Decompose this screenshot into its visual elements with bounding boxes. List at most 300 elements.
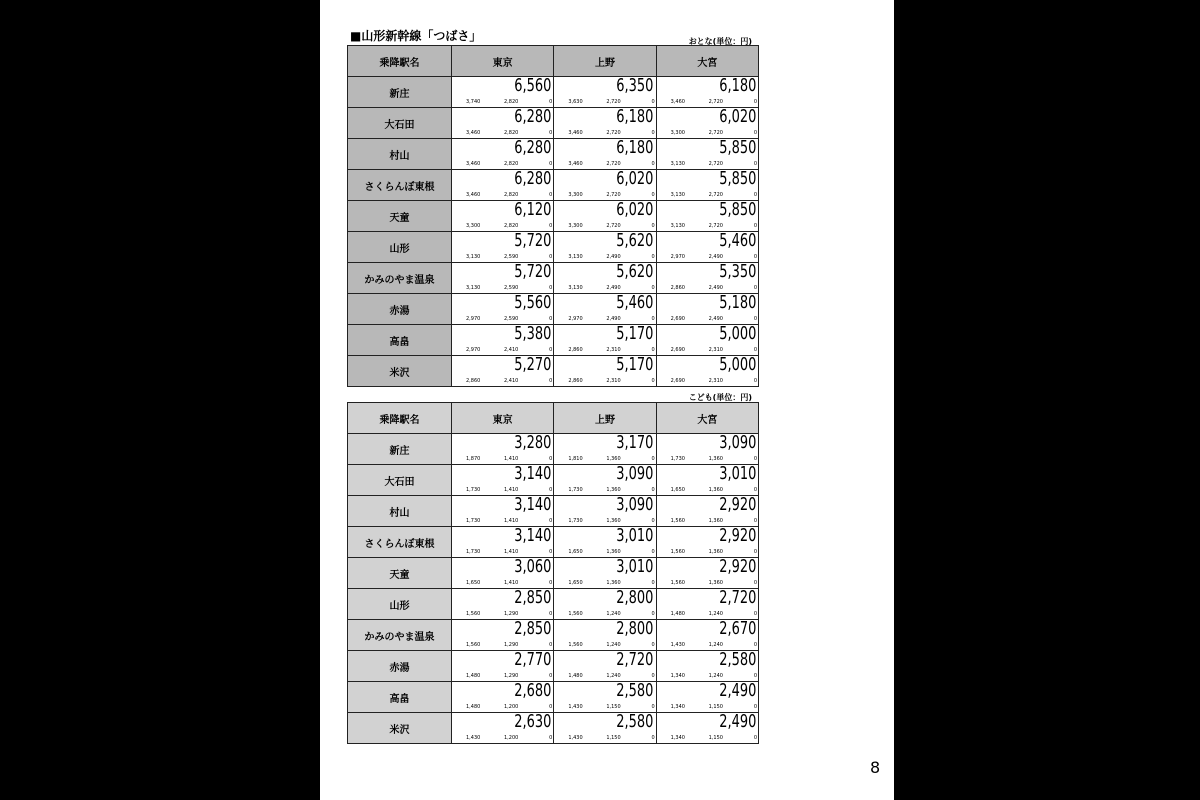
fare-component: 3,130 xyxy=(670,161,685,167)
fare-component: 0 xyxy=(549,673,553,679)
fare-breakdown xyxy=(558,99,654,106)
fare-breakdown xyxy=(558,580,654,587)
fare-cell xyxy=(554,651,656,682)
fare-component: 0 xyxy=(651,347,655,353)
fare-breakdown xyxy=(456,704,552,711)
fare-component: 2,820 xyxy=(504,99,519,105)
fare-component: 1,410 xyxy=(504,580,519,586)
station-name: さくらんぼ東根 xyxy=(348,170,452,201)
station-name: 新庄 xyxy=(348,77,452,108)
fare-cell xyxy=(452,434,554,465)
fare-breakdown xyxy=(661,735,757,742)
fare-cell xyxy=(554,356,656,387)
fare-component: 1,480 xyxy=(670,611,685,617)
fare-component: 3,300 xyxy=(670,130,685,136)
fare-component: 0 xyxy=(651,642,655,648)
fare-total: 3,090 xyxy=(718,432,756,453)
table-row xyxy=(348,232,759,263)
station-name: 新庄 xyxy=(348,434,452,465)
fare-component: 0 xyxy=(753,704,757,710)
fare-component: 2,820 xyxy=(504,223,519,229)
fare-component: 1,360 xyxy=(708,456,723,462)
fare-component: 1,240 xyxy=(708,642,723,648)
fare-component: 0 xyxy=(651,285,655,291)
fare-total: 5,620 xyxy=(616,261,654,282)
fare-component: 0 xyxy=(549,316,553,322)
table-row xyxy=(348,108,759,139)
fare-component: 1,870 xyxy=(466,456,481,462)
fare-component: 0 xyxy=(549,456,553,462)
fare-component: 0 xyxy=(549,378,553,384)
station-name: 高畠 xyxy=(348,325,452,356)
fare-cell xyxy=(656,589,758,620)
fare-breakdown xyxy=(661,347,757,354)
table-row xyxy=(348,496,759,527)
fare-component: 0 xyxy=(549,549,553,555)
fare-component: 1,340 xyxy=(670,735,685,741)
fare-component: 1,200 xyxy=(504,704,519,710)
fare-total: 5,270 xyxy=(514,354,552,375)
fare-component: 3,460 xyxy=(568,161,583,167)
fare-component: 1,430 xyxy=(568,704,583,710)
fare-component: 1,650 xyxy=(466,580,481,586)
fare-component: 1,340 xyxy=(670,704,685,710)
fare-breakdown xyxy=(558,487,654,494)
fare-cell xyxy=(656,465,758,496)
fare-component: 1,560 xyxy=(568,611,583,617)
fare-component: 2,310 xyxy=(708,347,723,353)
fare-total: 6,180 xyxy=(718,75,756,96)
fare-cell xyxy=(656,294,758,325)
fare-component: 2,720 xyxy=(606,99,621,105)
fare-total: 6,280 xyxy=(514,168,552,189)
fare-total: 5,170 xyxy=(616,354,654,375)
fare-breakdown xyxy=(456,673,552,680)
child-unit-label: こども(単位：円) xyxy=(688,393,752,402)
fare-total: 2,920 xyxy=(718,556,756,577)
fare-component: 1,480 xyxy=(466,673,481,679)
fare-component: 0 xyxy=(549,99,553,105)
fare-component: 2,820 xyxy=(504,192,519,198)
fare-component: 2,590 xyxy=(504,316,519,322)
fare-breakdown xyxy=(661,161,757,168)
fare-total: 2,920 xyxy=(718,525,756,546)
fare-component: 1,360 xyxy=(708,549,723,555)
fare-component: 1,240 xyxy=(606,611,621,617)
fare-total: 6,120 xyxy=(514,199,552,220)
fare-total: 3,170 xyxy=(616,432,654,453)
fare-component: 1,360 xyxy=(606,487,621,493)
fare-component: 3,130 xyxy=(568,285,583,291)
fare-cell xyxy=(554,527,656,558)
header-ueno: 上野 xyxy=(554,46,656,77)
fare-cell xyxy=(554,496,656,527)
fare-component: 1,730 xyxy=(466,549,481,555)
fare-cell xyxy=(656,325,758,356)
fare-cell xyxy=(656,108,758,139)
fare-component: 2,820 xyxy=(504,161,519,167)
fare-total: 6,020 xyxy=(616,199,654,220)
fare-component: 1,150 xyxy=(708,735,723,741)
fare-component: 2,860 xyxy=(568,378,583,384)
fare-component: 1,360 xyxy=(606,518,621,524)
fare-cell xyxy=(656,620,758,651)
fare-component: 0 xyxy=(753,611,757,617)
fare-component: 0 xyxy=(753,549,757,555)
fare-total: 5,850 xyxy=(718,137,756,158)
station-name: 米沢 xyxy=(348,713,452,744)
fare-component: 1,730 xyxy=(568,518,583,524)
fare-total: 2,630 xyxy=(514,711,552,732)
fare-component: 0 xyxy=(549,735,553,741)
fare-breakdown xyxy=(661,642,757,649)
fare-component: 2,720 xyxy=(606,192,621,198)
fare-component: 1,150 xyxy=(708,704,723,710)
table-row xyxy=(348,201,759,232)
header-station: 乗降駅名 xyxy=(348,403,452,434)
fare-breakdown xyxy=(456,580,552,587)
fare-breakdown xyxy=(558,704,654,711)
fare-component: 1,430 xyxy=(568,735,583,741)
station-name: かみのやま温泉 xyxy=(348,620,452,651)
fare-component: 1,730 xyxy=(466,487,481,493)
fare-cell xyxy=(452,682,554,713)
fare-component: 0 xyxy=(753,223,757,229)
fare-component: 1,730 xyxy=(568,487,583,493)
fare-cell xyxy=(554,77,656,108)
fare-total: 5,620 xyxy=(616,230,654,251)
table-row xyxy=(348,713,759,744)
fare-breakdown xyxy=(558,611,654,618)
table-header-row xyxy=(348,46,759,77)
fare-breakdown xyxy=(661,704,757,711)
fare-component: 1,560 xyxy=(466,611,481,617)
fare-breakdown xyxy=(558,192,654,199)
station-name: 赤湯 xyxy=(348,294,452,325)
fare-component: 1,290 xyxy=(504,642,519,648)
fare-component: 3,300 xyxy=(466,223,481,229)
fare-component: 0 xyxy=(651,130,655,136)
station-name: 高畠 xyxy=(348,682,452,713)
fare-total: 3,010 xyxy=(616,525,654,546)
fare-component: 0 xyxy=(549,611,553,617)
fare-cell xyxy=(656,496,758,527)
table-row xyxy=(348,620,759,651)
table-row xyxy=(348,77,759,108)
fare-breakdown xyxy=(558,549,654,556)
fare-component: 2,720 xyxy=(606,161,621,167)
fare-cell xyxy=(554,263,656,294)
fare-breakdown xyxy=(456,161,552,168)
fare-breakdown xyxy=(661,378,757,385)
fare-cell xyxy=(554,589,656,620)
fare-cell xyxy=(554,294,656,325)
fare-total: 2,720 xyxy=(616,649,654,670)
fare-total: 3,010 xyxy=(718,463,756,484)
fare-component: 3,130 xyxy=(670,192,685,198)
fare-component: 0 xyxy=(549,223,553,229)
fare-component: 1,410 xyxy=(504,549,519,555)
fare-component: 0 xyxy=(549,161,553,167)
table-header-row xyxy=(348,403,759,434)
fare-component: 2,860 xyxy=(466,378,481,384)
fare-total: 5,000 xyxy=(718,354,756,375)
header-tokyo: 東京 xyxy=(452,46,554,77)
fare-component: 1,480 xyxy=(568,673,583,679)
fare-total: 2,490 xyxy=(718,711,756,732)
fare-component: 1,240 xyxy=(606,642,621,648)
fare-cell xyxy=(554,108,656,139)
fare-breakdown xyxy=(456,192,552,199)
fare-breakdown xyxy=(661,518,757,525)
fare-component: 3,460 xyxy=(466,161,481,167)
fare-total: 3,140 xyxy=(514,525,552,546)
fare-component: 1,290 xyxy=(504,673,519,679)
station-name: 村山 xyxy=(348,139,452,170)
fare-component: 1,150 xyxy=(606,704,621,710)
fare-component: 1,650 xyxy=(670,487,685,493)
fare-cell xyxy=(656,527,758,558)
fare-component: 1,240 xyxy=(606,673,621,679)
fare-component: 2,690 xyxy=(670,347,685,353)
station-name: 山形 xyxy=(348,232,452,263)
fare-total: 2,850 xyxy=(514,587,552,608)
fare-breakdown xyxy=(456,254,552,261)
fare-cell xyxy=(554,620,656,651)
table-row xyxy=(348,465,759,496)
station-name: 村山 xyxy=(348,496,452,527)
fare-cell xyxy=(656,434,758,465)
fare-breakdown xyxy=(456,549,552,556)
fare-cell xyxy=(656,682,758,713)
fare-component: 0 xyxy=(549,254,553,260)
fare-total: 3,090 xyxy=(616,494,654,515)
fare-total: 5,460 xyxy=(718,230,756,251)
header-tokyo: 東京 xyxy=(452,403,554,434)
fare-breakdown xyxy=(456,316,552,323)
fare-cell xyxy=(656,139,758,170)
fare-component: 0 xyxy=(549,518,553,524)
fare-component: 0 xyxy=(651,518,655,524)
fare-breakdown xyxy=(456,378,552,385)
document-page xyxy=(320,0,894,800)
fare-component: 1,410 xyxy=(504,518,519,524)
fare-component: 2,860 xyxy=(670,285,685,291)
fare-total: 3,060 xyxy=(514,556,552,577)
child-fare-rows xyxy=(348,434,759,744)
fare-total: 2,920 xyxy=(718,494,756,515)
fare-cell xyxy=(452,77,554,108)
fare-component: 1,360 xyxy=(606,549,621,555)
fare-total: 5,000 xyxy=(718,323,756,344)
fare-cell xyxy=(656,651,758,682)
fare-component: 2,720 xyxy=(708,161,723,167)
fare-total: 6,280 xyxy=(514,106,552,127)
fare-breakdown xyxy=(558,285,654,292)
fare-component: 0 xyxy=(753,378,757,384)
fare-cell xyxy=(554,170,656,201)
fare-component: 1,480 xyxy=(466,704,481,710)
fare-component: 1,150 xyxy=(606,735,621,741)
table-row xyxy=(348,589,759,620)
fare-component: 0 xyxy=(753,487,757,493)
fare-cell xyxy=(452,620,554,651)
fare-component: 0 xyxy=(549,130,553,136)
table-row xyxy=(348,139,759,170)
fare-total: 6,350 xyxy=(616,75,654,96)
fare-component: 1,360 xyxy=(708,518,723,524)
fare-total: 5,460 xyxy=(616,292,654,313)
child-fare-table xyxy=(347,402,759,744)
fare-breakdown xyxy=(456,611,552,618)
fare-component: 0 xyxy=(651,99,655,105)
fare-component: 0 xyxy=(753,161,757,167)
fare-total: 5,380 xyxy=(514,323,552,344)
fare-breakdown xyxy=(558,347,654,354)
table-row xyxy=(348,325,759,356)
fare-cell xyxy=(554,713,656,744)
fare-component: 1,430 xyxy=(670,642,685,648)
fare-breakdown xyxy=(456,518,552,525)
fare-cell xyxy=(554,325,656,356)
adult-fare-rows xyxy=(348,77,759,387)
fare-component: 1,290 xyxy=(504,611,519,617)
fare-component: 1,240 xyxy=(708,611,723,617)
fare-breakdown xyxy=(661,580,757,587)
fare-breakdown xyxy=(661,254,757,261)
fare-breakdown xyxy=(558,161,654,168)
fare-total: 2,800 xyxy=(616,618,654,639)
table-row xyxy=(348,651,759,682)
fare-total: 6,020 xyxy=(616,168,654,189)
header-ueno: 上野 xyxy=(554,403,656,434)
fare-component: 0 xyxy=(753,254,757,260)
fare-breakdown xyxy=(558,456,654,463)
fare-component: 0 xyxy=(651,192,655,198)
fare-component: 0 xyxy=(753,673,757,679)
fare-breakdown xyxy=(558,735,654,742)
fare-component: 1,240 xyxy=(708,673,723,679)
fare-breakdown xyxy=(456,642,552,649)
fare-component: 2,720 xyxy=(708,192,723,198)
fare-breakdown xyxy=(558,223,654,230)
fare-component: 2,860 xyxy=(568,347,583,353)
fare-component: 0 xyxy=(549,487,553,493)
fare-component: 0 xyxy=(753,456,757,462)
table-row xyxy=(348,294,759,325)
fare-component: 3,630 xyxy=(568,99,583,105)
fare-breakdown xyxy=(661,316,757,323)
fare-breakdown xyxy=(661,673,757,680)
fare-component: 0 xyxy=(549,642,553,648)
station-name: 天童 xyxy=(348,558,452,589)
fare-component: 2,970 xyxy=(568,316,583,322)
station-name: 大石田 xyxy=(348,465,452,496)
fare-component: 3,130 xyxy=(670,223,685,229)
fare-component: 1,650 xyxy=(568,580,583,586)
document-title: ■山形新幹線「つばさ」 xyxy=(350,29,482,43)
station-name: 山形 xyxy=(348,589,452,620)
table-row xyxy=(348,527,759,558)
fare-component: 3,300 xyxy=(568,223,583,229)
fare-total: 6,180 xyxy=(616,106,654,127)
fare-component: 0 xyxy=(753,192,757,198)
fare-component: 3,460 xyxy=(466,130,481,136)
fare-component: 0 xyxy=(753,285,757,291)
fare-cell xyxy=(452,465,554,496)
fare-total: 2,580 xyxy=(616,711,654,732)
fare-component: 2,310 xyxy=(606,378,621,384)
fare-breakdown xyxy=(661,456,757,463)
fare-total: 3,280 xyxy=(514,432,552,453)
fare-cell xyxy=(452,170,554,201)
station-name: 赤湯 xyxy=(348,651,452,682)
fare-total: 6,560 xyxy=(514,75,552,96)
fare-component: 2,310 xyxy=(606,347,621,353)
fare-component: 0 xyxy=(753,347,757,353)
fare-cell xyxy=(452,651,554,682)
fare-breakdown xyxy=(456,285,552,292)
fare-cell xyxy=(656,170,758,201)
fare-component: 1,360 xyxy=(708,487,723,493)
fare-total: 5,720 xyxy=(514,230,552,251)
station-name: さくらんぼ東根 xyxy=(348,527,452,558)
fare-component: 0 xyxy=(651,254,655,260)
fare-component: 2,720 xyxy=(708,130,723,136)
table-row xyxy=(348,170,759,201)
page-number: 8 xyxy=(870,758,881,777)
fare-component: 0 xyxy=(753,99,757,105)
fare-total: 6,280 xyxy=(514,137,552,158)
fare-component: 0 xyxy=(753,518,757,524)
fare-component: 0 xyxy=(651,735,655,741)
fare-cell xyxy=(452,713,554,744)
fare-breakdown xyxy=(558,378,654,385)
fare-component: 0 xyxy=(651,378,655,384)
fare-component: 0 xyxy=(549,347,553,353)
table-row xyxy=(348,682,759,713)
fare-component: 0 xyxy=(651,611,655,617)
fare-total: 2,850 xyxy=(514,618,552,639)
fare-cell xyxy=(656,713,758,744)
fare-component: 3,460 xyxy=(568,130,583,136)
fare-component: 2,490 xyxy=(708,285,723,291)
fare-total: 5,560 xyxy=(514,292,552,313)
fare-component: 0 xyxy=(549,704,553,710)
fare-total: 2,680 xyxy=(514,680,552,701)
fare-component: 0 xyxy=(651,580,655,586)
fare-breakdown xyxy=(456,99,552,106)
table-row xyxy=(348,558,759,589)
fare-cell xyxy=(656,201,758,232)
fare-breakdown xyxy=(661,192,757,199)
fare-total: 2,670 xyxy=(718,618,756,639)
fare-component: 0 xyxy=(651,704,655,710)
fare-cell xyxy=(452,589,554,620)
fare-total: 2,490 xyxy=(718,680,756,701)
fare-component: 0 xyxy=(753,316,757,322)
fare-breakdown xyxy=(558,518,654,525)
fare-component: 0 xyxy=(651,487,655,493)
fare-component: 2,590 xyxy=(504,254,519,260)
fare-total: 5,180 xyxy=(718,292,756,313)
fare-component: 3,130 xyxy=(466,285,481,291)
fare-component: 2,720 xyxy=(708,223,723,229)
fare-component: 1,360 xyxy=(708,580,723,586)
fare-cell xyxy=(554,465,656,496)
fare-cell xyxy=(656,263,758,294)
fare-component: 0 xyxy=(651,316,655,322)
